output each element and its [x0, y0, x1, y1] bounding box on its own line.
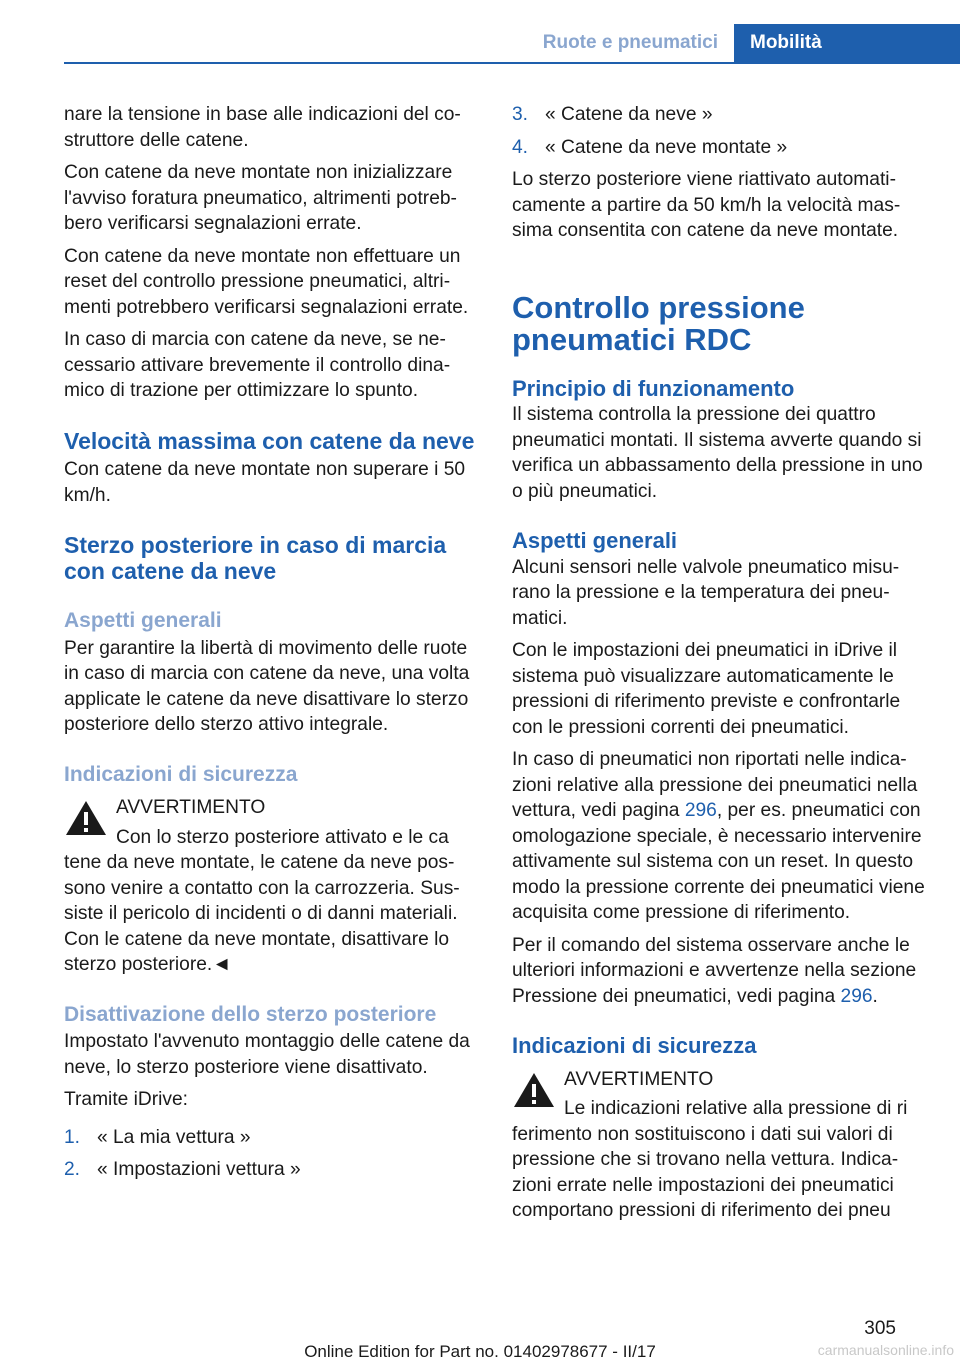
list-item: 2. « Impostazioni vettura »	[64, 1159, 301, 1180]
warning-triangle-icon	[512, 1071, 556, 1109]
edition-footer: Online Edition for Part no. 01402978677 - II/17	[304, 1342, 656, 1361]
warning-text-cont: tene da neve montate, le catene da neve possono venire a contatto con la carrozzeria. Sussiste il pericolo di incidenti o di danni materiali. Con le catene da neve montate, disattivare lo sterzo posteriore.◄	[64, 852, 460, 975]
warning-text: Con lo sterzo posteriore attivato e le ca	[116, 826, 449, 848]
paragraph: Con catene da neve montate non superare i 50 km/h.	[64, 459, 466, 506]
paragraph: Alcuni sensori nelle valvole pneumatico misurano la pressione e la temperatura dei pneumatici.	[512, 556, 900, 629]
paragraph: Per garantire la libertà di movimento delle ruote in caso di marcia con catene da neve, una volta applicate le catene da neve disattivare lo sterzo posteriore dello sterzo attivo integrale.	[64, 637, 470, 735]
page-link[interactable]: 296	[684, 800, 717, 821]
left-column	[64, 102, 476, 1190]
chapter-tab[interactable]: Mobilità	[734, 24, 960, 62]
heading-safety: Indicazioni di sicurezza	[64, 762, 298, 786]
list-item: 1. « La mia vettura »	[64, 1126, 251, 1148]
paragraph: Il sistema controlla la pressione dei quattro pneumatici montati. Il sistema avverte quando si verifica un abbassamento della pressione in uno o più pneumatici.	[512, 404, 923, 502]
section-tab[interactable]: Ruote e pneumatici	[542, 32, 718, 53]
warning-title: AVVERTIMENTO	[564, 1068, 714, 1090]
heading-general: Aspetti generali	[512, 528, 678, 553]
heading-rdc: Controllo pressione pneumatici RDC	[512, 289, 805, 357]
list-item: 4. « Catene da neve montate »	[512, 136, 788, 158]
heading-deactivation: Disattivazione dello sterzo posteriore	[64, 1002, 437, 1026]
paragraph: Per il comando del sistema osservare anche le ulteriori informazioni e avvertenze nella sezione Pressione dei pneumatici, vedi pagina 296.	[512, 934, 917, 1007]
right-column	[512, 102, 930, 1231]
watermark: carmanualsonline.info	[817, 1342, 954, 1358]
paragraph: nare la tensione in base alle indicazioni del costruttore delle catene.	[64, 104, 461, 151]
heading-max-speed: Velocità massima con catene da neve	[64, 427, 475, 454]
paragraph: Con catene da neve montate non effettuare un reset del controllo pressione pneumatici, altrimenti potrebbero verificarsi segnalazioni errate.	[64, 245, 469, 318]
page-number: 305	[864, 1318, 896, 1339]
paragraph: Con catene da neve montate non inizializzare l'avviso foratura pneumatico, altrimenti potrebbero verificarsi segnalazioni errate.	[64, 162, 457, 234]
page-link[interactable]: 296	[840, 985, 873, 1007]
steps-list	[512, 102, 930, 160]
heading-general: Aspetti generali	[64, 609, 222, 632]
heading-rear-steering: Sterzo posteriore in caso di marcia con catene da neve	[64, 532, 447, 584]
warning-text-cont: ferimento non sostituiscono i dati sui valori di pressione che si trovano nella vettura. Indicazioni errate nelle impostazioni dei pneumatici comportano pressioni di riferimento dei pneu	[512, 1123, 899, 1221]
paragraph: Con le impostazioni dei pneumatici in iDrive il sistema può visualizzare automaticamente le pressioni di riferimento previste e confrontarle con le pressioni correnti dei pneumatici.	[512, 640, 901, 738]
warning-title: AVVERTIMENTO	[116, 797, 266, 818]
paragraph: Lo sterzo posteriore viene riattivato automaticamente a partire da 50 km/h la velocità massima consentita con catene da neve montate.	[512, 169, 901, 241]
warning-block	[64, 795, 476, 978]
paragraph: In caso di pneumatici non riportati nelle indicazioni relative alla pressione dei pneumatici nella vettura, vedi pagina 296, per es. pneumatici con omologazione speciale, è necessario intervenire attivamente sul sistema con un reset. In questo modo la pressione corrente dei pneumatici viene acquisita come pressione di riferimento.	[512, 749, 925, 923]
page-header	[64, 24, 960, 64]
heading-principle: Principio di funzionamento	[512, 375, 795, 401]
list-item: 3. « Catene da neve »	[512, 104, 713, 125]
warning-text: Le indicazioni relative alla pressione di ri	[564, 1098, 908, 1119]
steps-list	[64, 1125, 476, 1183]
paragraph: In caso di marcia con catene da neve, se necessario attivare brevemente il controllo dinamico di trazione per ottimizzare lo spunto.	[64, 329, 451, 401]
warning-block	[512, 1067, 930, 1224]
paragraph: Impostato l'avvenuto montaggio delle catene da neve, lo sterzo posteriore viene disattivato.	[64, 1031, 470, 1078]
paragraph: Tramite iDrive:	[64, 1089, 189, 1110]
warning-triangle-icon	[64, 799, 108, 837]
heading-safety: Indicazioni di sicurezza	[512, 1033, 757, 1058]
